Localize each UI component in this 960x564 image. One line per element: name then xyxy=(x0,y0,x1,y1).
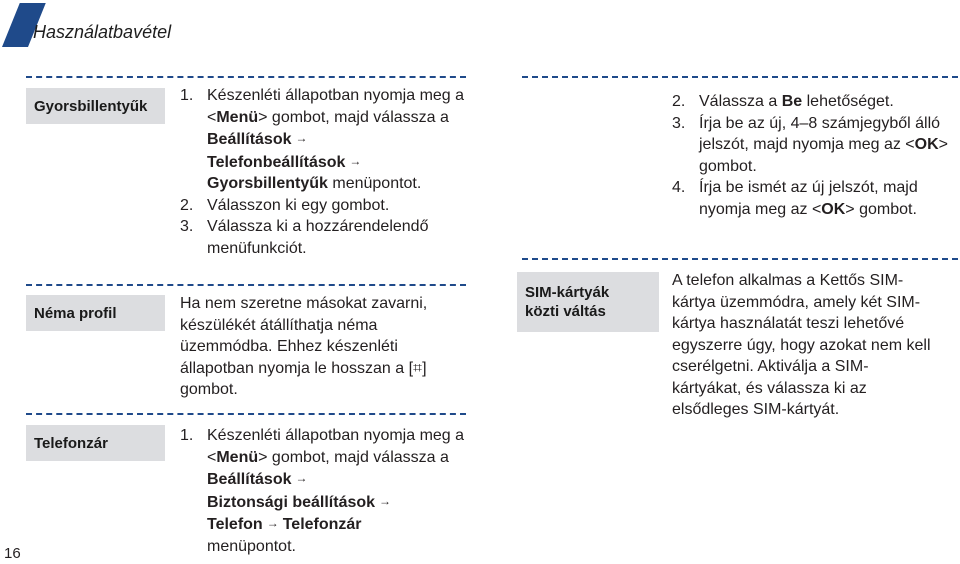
right-arrow-icon: → xyxy=(295,131,308,145)
step-text: Készenléti állapotban nyomja meg a <Menü> gombot, majd válassza a Beállítások → Telefonbeállítások → Gyorsbillentyűk menüpontot. xyxy=(207,87,465,192)
gyorsbillentyuk-steps xyxy=(180,85,470,259)
right-arrow-icon: → xyxy=(266,516,279,530)
nema-profil-text: Ha nem szeretne másokat zavarni, készülékét átállíthatja néma üzemmódba. Ehhez készenléti állapotban nyomja le hosszan a [⌗] gombot. xyxy=(180,295,428,398)
section-divider xyxy=(522,76,958,78)
step-number: 2. xyxy=(180,196,194,214)
telefonzar-steps xyxy=(180,425,470,557)
page-header-title: Használatbavétel xyxy=(33,22,172,42)
step-number: 1. xyxy=(180,87,194,104)
right-arrow-icon: → xyxy=(349,153,362,168)
section-divider xyxy=(522,258,958,260)
step-number: 4. xyxy=(672,179,686,196)
step-item xyxy=(672,91,957,113)
step-item xyxy=(180,216,470,259)
section-divider xyxy=(26,284,466,286)
page-number: 16 xyxy=(4,545,21,562)
step-text: Válassza ki a hozzárendelendő menüfunkciót. xyxy=(207,218,429,257)
section-label-telefonzar: Telefonzár xyxy=(26,425,165,461)
step-number: 1. xyxy=(180,427,194,444)
section-divider xyxy=(26,413,466,415)
step-number: 2. xyxy=(672,93,686,110)
step-text: Írja be az új, 4–8 számjegyből álló jelszót, majd nyomja meg az <OK> gombot. xyxy=(699,114,948,175)
step-item xyxy=(180,195,470,217)
section-label-nema-profil: Néma profil xyxy=(26,295,165,331)
step-text: Válassza a Be lehetőséget. xyxy=(699,93,894,110)
step-number: 3. xyxy=(180,218,194,235)
step-item xyxy=(672,177,957,220)
step-text: Készenléti állapotban nyomja meg a <Menü> gombot, majd válassza a Beállítások → Biztonsági beállítások → Telefon → Telefonzár menüpontot. xyxy=(207,427,465,555)
telefonzar-steps-continued xyxy=(672,91,957,220)
section-divider xyxy=(26,76,466,78)
sim-kartyak-text: A telefon alkalmas a Kettős SIM-kártya üzemmódra, amely két SIM-kártya használatát teszi lehetővé egyszerre úgy, hogy azokat nem kell cserélgetni. Aktiválja a SIM-kártyákat, és válassza ki az elsődleges SIM-kártyát. xyxy=(672,272,931,418)
section-label-sim-kartyak: SIM-kártyák közti váltás xyxy=(517,272,659,332)
step-text: Válasszon ki egy gombot. xyxy=(207,196,390,214)
section-label-gyorsbillentyuk: Gyorsbillentyűk xyxy=(26,88,165,124)
step-item xyxy=(180,425,470,557)
step-item xyxy=(180,85,470,195)
hash-key-icon: ⌗ xyxy=(413,359,423,377)
right-arrow-icon: → xyxy=(379,493,392,508)
step-text: Írja be ismét az új jelszót, majd nyomja meg az <OK> gombot. xyxy=(699,179,918,218)
step-number: 3. xyxy=(672,114,686,132)
step-item xyxy=(672,113,957,178)
right-arrow-icon: → xyxy=(295,471,308,485)
